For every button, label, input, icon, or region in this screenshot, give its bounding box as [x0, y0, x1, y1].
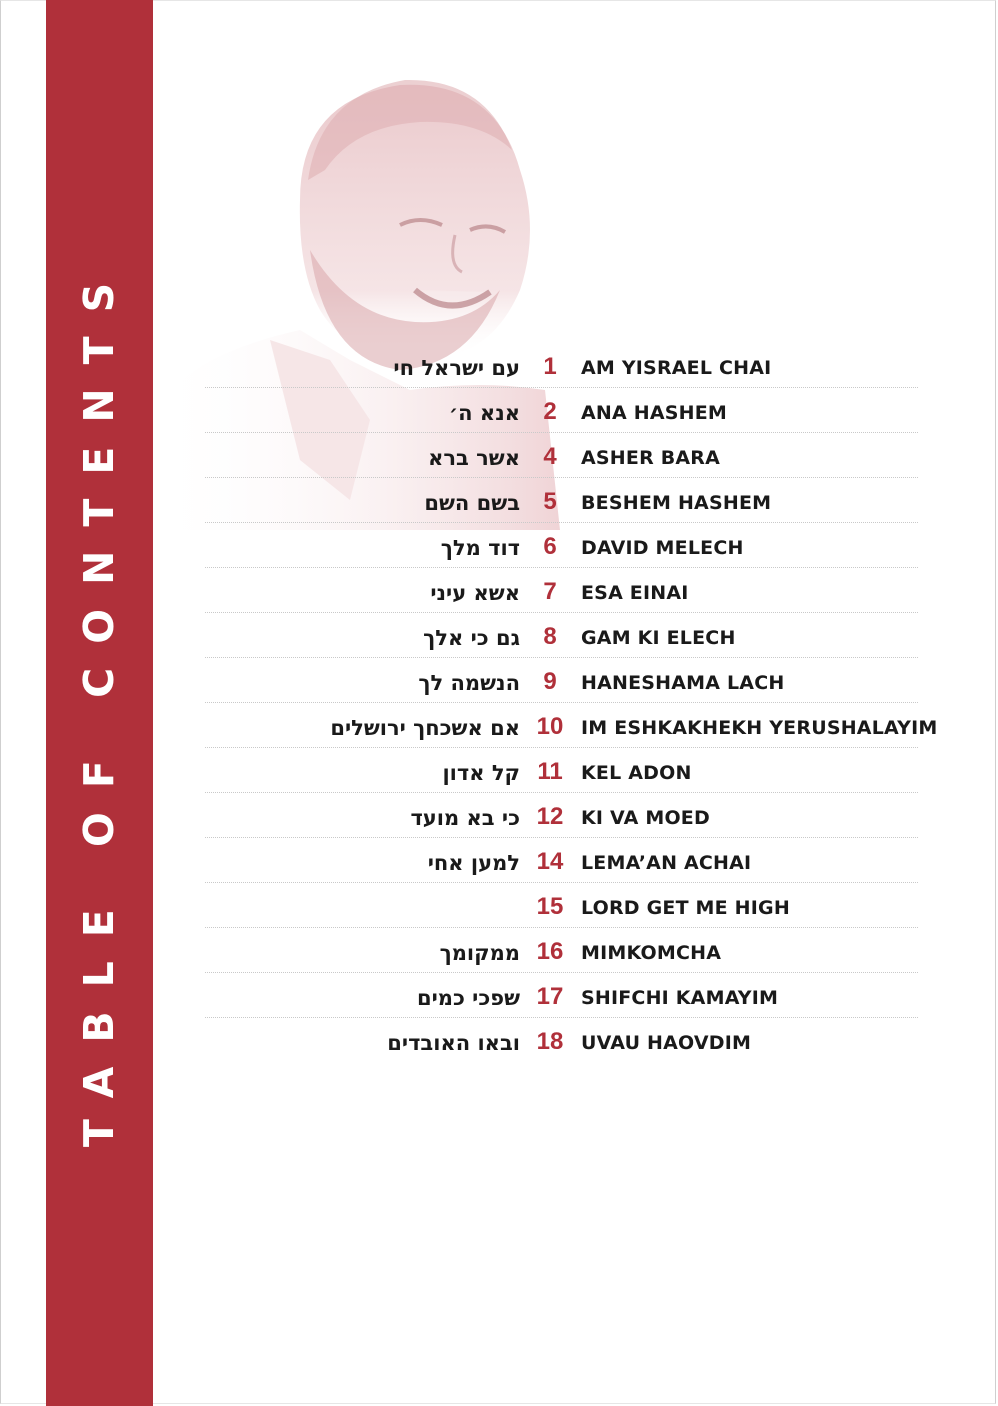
toc-hebrew-title: אשר ברא [428, 446, 520, 470]
toc-title: ASHER BARA [581, 447, 721, 469]
toc-row[interactable] [0, 437, 998, 482]
toc-page-number: 16 [536, 938, 564, 965]
toc-hebrew-title: אם אשכחך ירושלים [330, 716, 520, 740]
toc-row[interactable] [0, 482, 998, 527]
toc-title: AM YISRAEL CHAI [581, 357, 772, 379]
toc-hebrew-title: עם ישראל חי [393, 356, 520, 380]
toc-title: BESHEM HASHEM [581, 492, 772, 514]
side-title: TABLE OF CONTENTS [75, 258, 123, 1148]
toc-hebrew-title: שפכי כמים [416, 986, 520, 1010]
toc-title: DAVID MELECH [581, 537, 744, 559]
toc-title: ANA HASHEM [581, 402, 728, 424]
toc-row[interactable] [0, 347, 998, 392]
toc-hebrew-title: בשם השם [424, 491, 520, 515]
toc-row[interactable] [0, 932, 998, 977]
toc-row[interactable] [0, 617, 998, 662]
toc-row[interactable] [0, 572, 998, 617]
toc-row[interactable] [0, 1022, 998, 1067]
toc-page-number: 7 [543, 578, 557, 605]
toc-title: MIMKOMCHA [581, 942, 722, 964]
toc-hebrew-title: כי בא מועד [410, 806, 520, 830]
toc-hebrew-title: למען אחי [427, 851, 520, 875]
toc-page-number: 8 [543, 623, 557, 650]
toc-row[interactable] [0, 707, 998, 752]
toc-title: UVAU HAOVDIM [581, 1032, 752, 1054]
toc-row[interactable] [0, 752, 998, 797]
toc-page-number: 11 [537, 758, 563, 785]
toc-page-number: 9 [543, 668, 557, 695]
toc-row[interactable] [0, 527, 998, 572]
toc-page-number: 18 [536, 1028, 564, 1055]
toc-title: IM ESHKAKHEKH YERUSHALAYIM [581, 717, 938, 739]
toc-title: GAM KI ELECH [581, 627, 736, 649]
toc-title: KI VA MOED [581, 807, 710, 829]
toc-page-number: 14 [536, 848, 564, 875]
toc-hebrew-title: ממקומך [439, 941, 520, 965]
toc-page-number: 1 [543, 353, 557, 380]
toc-page-number: 6 [543, 533, 557, 560]
toc-hebrew-title: ובאו האובדים [387, 1031, 520, 1055]
toc-title: HANESHAMA LACH [581, 672, 785, 694]
toc-hebrew-title: אשא עיני [430, 581, 520, 605]
toc-title: ESA EINAI [581, 582, 689, 604]
toc-hebrew-title: דוד מלך [440, 536, 520, 560]
toc-list [0, 347, 998, 1067]
toc-page-number: 17 [536, 983, 564, 1010]
toc-row[interactable] [0, 392, 998, 437]
toc-title: LORD GET ME HIGH [581, 897, 790, 919]
toc-row[interactable] [0, 887, 998, 932]
toc-page-number: 5 [543, 488, 557, 515]
toc-page-number: 4 [543, 443, 557, 470]
toc-row[interactable] [0, 842, 998, 887]
toc-page-number: 15 [536, 893, 564, 920]
toc-page-number: 12 [536, 803, 564, 830]
toc-row[interactable] [0, 797, 998, 842]
toc-page-number: 10 [536, 713, 564, 740]
toc-hebrew-title: גם כי אלך [423, 626, 520, 650]
toc-title: SHIFCHI KAMAYIM [581, 987, 779, 1009]
toc-hebrew-title: אנא ה׳ [448, 401, 520, 425]
toc-row[interactable] [0, 662, 998, 707]
toc-page-number: 2 [543, 398, 557, 425]
toc-row[interactable] [0, 977, 998, 1022]
toc-title: KEL ADON [581, 762, 692, 784]
toc-hebrew-title: הנשמה לך [418, 671, 520, 695]
toc-hebrew-title: קל אדון [442, 761, 520, 785]
toc-title: LEMA’AN ACHAI [581, 852, 752, 874]
